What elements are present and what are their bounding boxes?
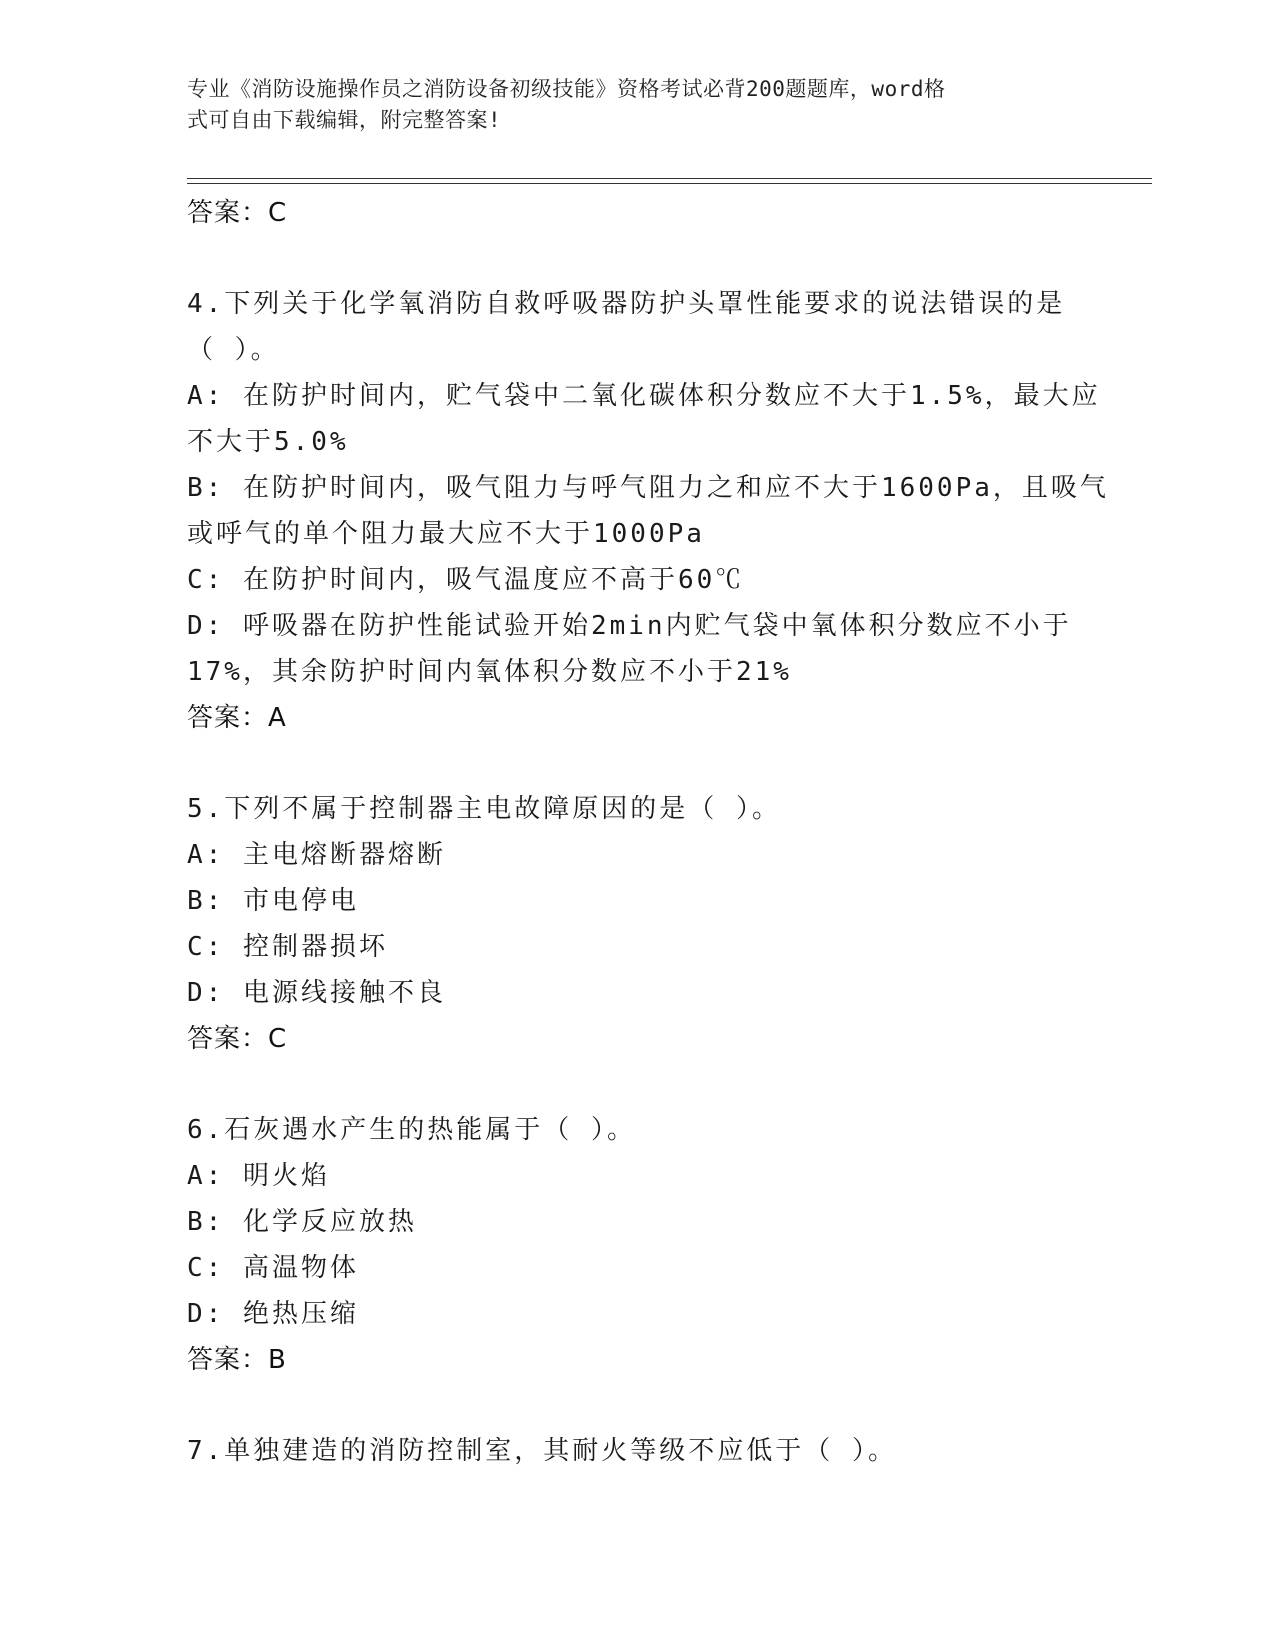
spacer [187, 236, 1087, 281]
header-line-1: 专业《消防设施操作员之消防设备初级技能》资格考试必背200题题库，word格 [187, 77, 946, 101]
question-7 [187, 1428, 1087, 1474]
question-6-option-c: C: 高温物体 [187, 1253, 359, 1283]
question-5-stem: 5.下列不属于控制器主电故障原因的是（ ）。 [187, 794, 781, 824]
question-6-option-d: D: 绝热压缩 [187, 1299, 359, 1329]
question-7-stem: 7.单独建造的消防控制室，其耐火等级不应低于（ ）。 [187, 1436, 897, 1466]
header-line-2: 式可自由下载编辑，附完整答案! [187, 108, 502, 132]
question-6-answer: 答案：B [187, 1345, 287, 1375]
question-4-stem-line-1: 4.下列关于化学氧消防自救呼吸器防护头罩性能要求的说法错误的是 [187, 289, 1066, 319]
question-5-option-c: C: 控制器损坏 [187, 932, 388, 962]
question-6-stem: 6.石灰遇水产生的热能属于（ ）。 [187, 1115, 636, 1145]
question-4-option-b-line-2: 或呼气的单个阻力最大应不大于1000Pa [187, 519, 705, 549]
question-4-option-d-line-1: D: 呼吸器在防护性能试验开始2min内贮气袋中氧体积分数应不小于 [187, 611, 1072, 641]
question-5-option-a: A: 主电熔断器熔断 [187, 840, 446, 870]
spacer [187, 1383, 1087, 1428]
question-4-answer: 答案：A [187, 703, 287, 733]
question-5-answer: 答案：C [187, 1024, 288, 1054]
question-5-option-b: B: 市电停电 [187, 886, 359, 916]
question-4-stem-line-2: （ ）。 [187, 335, 280, 365]
spacer [187, 1062, 1087, 1107]
question-6-option-b: B: 化学反应放热 [187, 1207, 417, 1237]
question-5-option-d: D: 电源线接触不良 [187, 978, 446, 1008]
question-4-option-d-line-2: 17%，其余防护时间内氧体积分数应不小于21% [187, 657, 792, 687]
question-5 [187, 786, 1087, 1062]
question-4-option-b-line-1: B: 在防护时间内，吸气阻力与呼气阻力之和应不大于1600Pa，且吸气 [187, 473, 1109, 503]
question-4-option-c: C: 在防护时间内，吸气温度应不高于60℃ [187, 565, 745, 595]
question-4-option-a-line-1: A: 在防护时间内，贮气袋中二氧化碳体积分数应不大于1.5%，最大应 [187, 381, 1101, 411]
header-divider-bottom [187, 183, 1152, 184]
question-6 [187, 1107, 1087, 1383]
question-6-option-a: A: 明火焰 [187, 1161, 330, 1191]
answer-previous: 答案：C [187, 198, 288, 228]
header-divider-top [187, 178, 1152, 179]
spacer [187, 741, 1087, 786]
page-header [187, 74, 1087, 136]
question-4-option-a-line-2: 不大于5.0% [187, 427, 349, 457]
question-content [187, 190, 1109, 1474]
question-4 [187, 281, 1109, 741]
